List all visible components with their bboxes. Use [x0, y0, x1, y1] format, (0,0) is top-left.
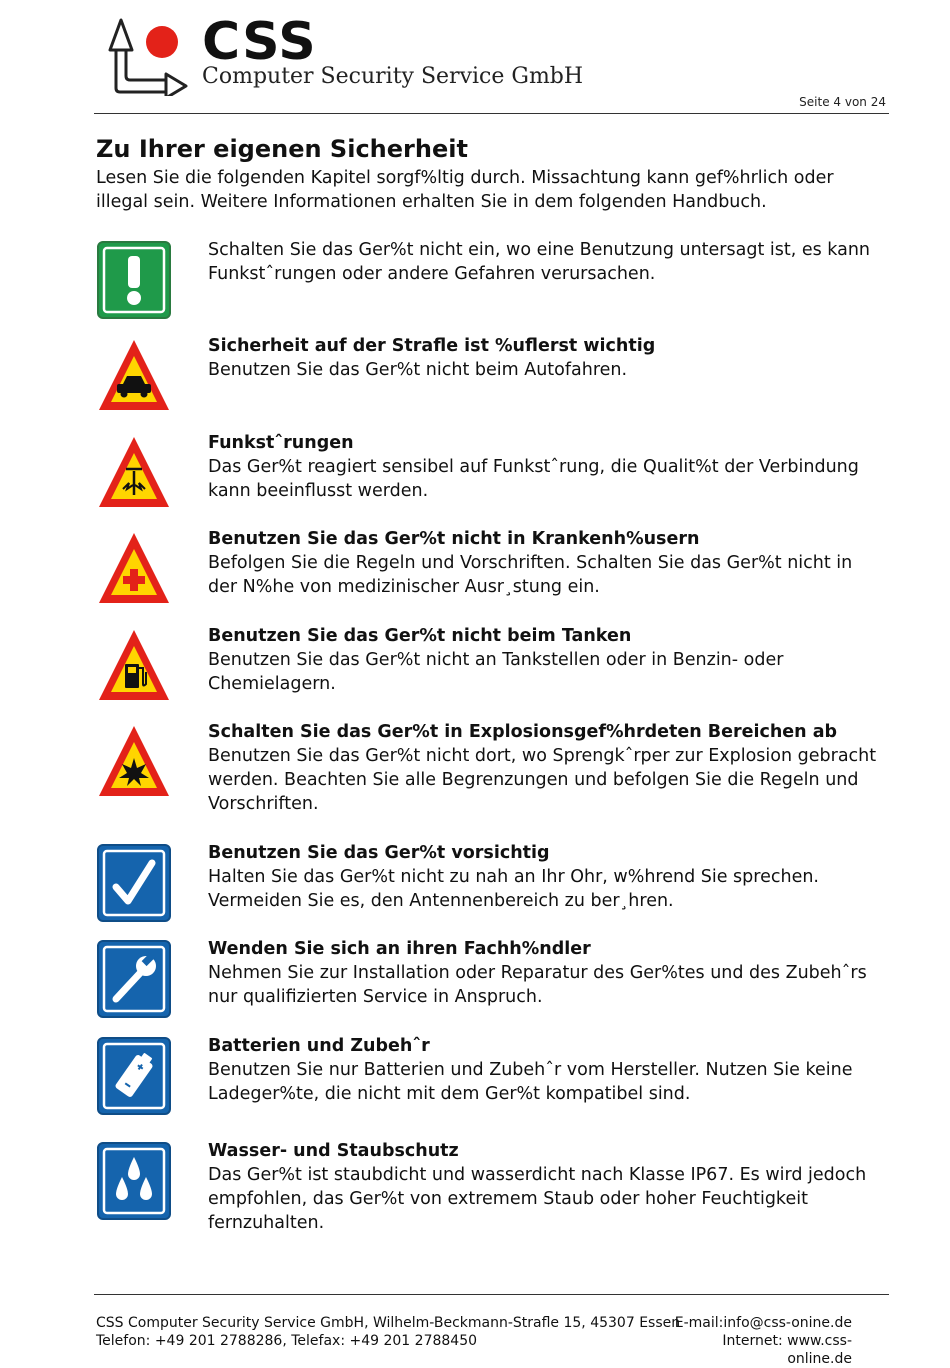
- item-body: Benutzen Sie das Ger%t nicht an Tankstellen oder in Benzin- oder Chemielagern.: [208, 650, 784, 694]
- safety-item: [96, 240, 886, 330]
- header-divider: [94, 113, 889, 114]
- footer-contact: [96, 1314, 680, 1350]
- item-body: Nehmen Sie zur Installation oder Reparatur des Ger%tes und des Zubehˆrs nur qualifizierten Service in Anspruch.: [208, 963, 867, 1007]
- safety-item: [96, 1141, 886, 1231]
- car-warning-icon: [96, 336, 172, 416]
- item-heading: Wenden Sie sich an ihren Fachh%ndler: [208, 939, 591, 959]
- item-body: Das Ger%t reagiert sensibel auf Funkstˆrung, die Qualit%t der Verbindung kann beeinflusst werden.: [208, 457, 859, 501]
- item-body: Das Ger%t ist staubdicht und wasserdicht nach Klasse IP67. Es wird jedoch empfohlen, das Ger%t von extremem Staub oder hoher Feuchtigkeit fernzuhalten.: [208, 1165, 867, 1233]
- page-indicator: Seite 4 von 24: [799, 95, 886, 109]
- safety-item: [96, 433, 886, 523]
- safety-item: [96, 722, 886, 812]
- footer-website[interactable]: Internet: www.css-online.de: [722, 1333, 852, 1367]
- safety-item: [96, 1036, 886, 1126]
- battery-icon: [96, 1036, 172, 1116]
- safety-item: [96, 843, 886, 933]
- footer-email[interactable]: E-mail:info@css-onine.de: [674, 1315, 852, 1331]
- item-body: Halten Sie das Ger%t nicht zu nah an Ihr Ohr, w%hrend Sie sprechen. Vermeiden Sie es, den Antennenbereich zu ber¸hren.: [208, 867, 819, 911]
- page-title: Zu Ihrer eigenen Sicherheit: [96, 135, 468, 163]
- footer-phone: Telefon: +49 201 2788286, Telefax: +49 201 2788450: [96, 1333, 478, 1349]
- company-name: Computer Security Service GmbH: [202, 64, 584, 89]
- safety-item: [96, 336, 886, 426]
- intro-paragraph: Lesen Sie die folgenden Kapitel sorgf%ltig durch. Missachtung kann gef%hrlich oder illegal sein. Weitere Informationen erhalten Sie in dem folgenden Handbuch.: [96, 168, 834, 212]
- item-body: Benutzen Sie das Ger%t nicht beim Autofahren.: [208, 360, 628, 380]
- footer-online: [672, 1314, 852, 1368]
- item-heading: Benutzen Sie das Ger%t nicht beim Tanken: [208, 626, 632, 646]
- brand-name: CSS: [202, 12, 317, 72]
- explosion-warning-icon: [96, 722, 172, 802]
- hospital-warning-icon: [96, 529, 172, 609]
- item-heading: Funkstˆrungen: [208, 433, 354, 453]
- safety-item: [96, 939, 886, 1029]
- item-body: Benutzen Sie das Ger%t nicht dort, wo Sprengkˆrper zur Explosion gebracht werden. Beachten Sie alle Begrenzungen und befolgen Sie die Regeln und Vorschriften.: [208, 746, 877, 814]
- item-heading: Benutzen Sie das Ger%t vorsichtig: [208, 843, 550, 863]
- footer-divider: [94, 1294, 889, 1295]
- item-body: Schalten Sie das Ger%t nicht ein, wo eine Benutzung untersagt ist, es kann Funkstˆrungen oder andere Gefahren verursachen.: [208, 240, 871, 284]
- water-drops-icon: [96, 1141, 172, 1221]
- safety-item: [96, 529, 886, 619]
- checkmark-icon: [96, 843, 172, 923]
- wrench-icon: [96, 939, 172, 1019]
- item-body: Befolgen Sie die Regeln und Vorschriften. Schalten Sie das Ger%t nicht in der N%he von medizinischer Ausr¸stung ein.: [208, 553, 853, 597]
- item-heading: Sicherheit auf der Strafle ist %uflerst wichtig: [208, 336, 656, 356]
- item-heading: Batterien und Zubehˆr: [208, 1036, 430, 1056]
- item-heading: Wasser- und Staubschutz: [208, 1141, 459, 1161]
- footer-address: CSS Computer Security Service GmbH, Wilhelm-Beckmann-Strafle 15, 45307 Essen: [96, 1315, 681, 1331]
- safety-item: [96, 626, 886, 716]
- exclamation-icon: [96, 240, 172, 320]
- item-heading: Schalten Sie das Ger%t in Explosionsgef%hrdeten Bereichen ab: [208, 722, 838, 742]
- company-logo-icon: [108, 16, 188, 96]
- item-body: Benutzen Sie nur Batterien und Zubehˆr vom Hersteller. Nutzen Sie keine Ladeger%te, die nicht mit dem Ger%t kompatibel sind.: [208, 1060, 853, 1104]
- item-heading: Benutzen Sie das Ger%t nicht in Krankenh%usern: [208, 529, 700, 549]
- interference-warning-icon: [96, 433, 172, 513]
- fuel-warning-icon: [96, 626, 172, 706]
